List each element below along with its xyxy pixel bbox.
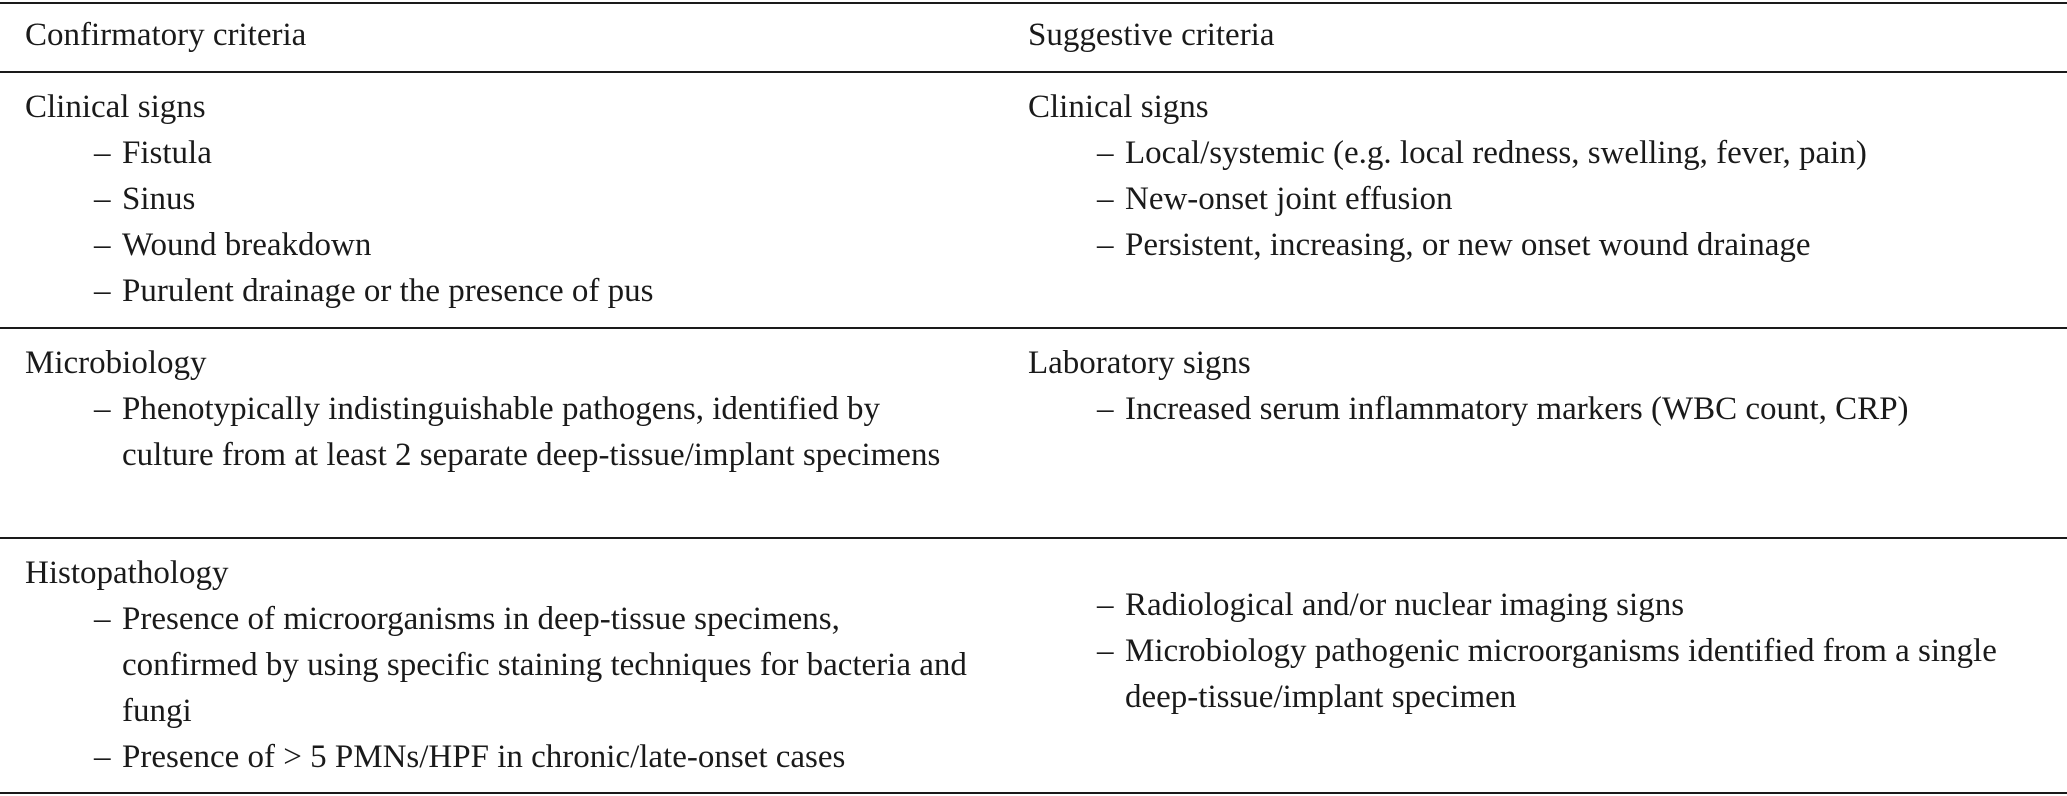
row-2-confirmatory-heading: Microbiology: [25, 345, 207, 381]
row-3-suggestive-cell: [1028, 582, 2048, 720]
list-item: – Local/systemic (e.g. local redness, swelling, fever, pain): [1097, 135, 1867, 171]
row-1-confirmatory-cell: [25, 84, 985, 314]
list-item: – Wound breakdown: [94, 227, 372, 263]
row-1-suggestive-cell: [1028, 84, 2048, 268]
list-item: – Microbiology pathogenic microorganisms identified from a single deep-tissue/implant specimen: [1097, 633, 1997, 715]
header-suggestive: Suggestive criteria: [1028, 17, 1275, 53]
row-divider-1: [0, 327, 2067, 329]
list-item: – Increased serum inflammatory markers (WBC count, CRP): [1097, 391, 1909, 427]
table-bottom-rule: [0, 792, 2067, 794]
list-item: – Presence of microorganisms in deep-tissue specimens, confirmed by using specific staining techniques for bacteria and fungi: [94, 601, 967, 729]
list-item: – New-onset joint effusion: [1097, 181, 1453, 217]
row-3-confirmatory-heading: Histopathology: [25, 555, 229, 591]
row-3-confirmatory-cell: [25, 550, 985, 780]
header-bottom-rule: [0, 71, 2067, 73]
table-top-rule: [0, 2, 2067, 4]
list-item: – Phenotypically indistinguishable pathogens, identified by culture from at least 2 separate deep-tissue/implant specimens: [94, 391, 941, 473]
list-item: – Persistent, increasing, or new onset wound drainage: [1097, 227, 1811, 263]
list-item: – Sinus: [94, 181, 196, 217]
list-item: – Purulent drainage or the presence of pus: [94, 273, 654, 309]
row-2-suggestive-heading: Laboratory signs: [1028, 345, 1251, 381]
row-1-confirmatory-heading: Clinical signs: [25, 89, 206, 125]
row-divider-2: [0, 537, 2067, 539]
list-item: – Fistula: [94, 135, 212, 171]
row-2-confirmatory-cell: [25, 340, 985, 478]
list-item: – Radiological and/or nuclear imaging signs: [1097, 587, 1685, 623]
row-2-suggestive-cell: [1028, 340, 2048, 432]
header-confirmatory: Confirmatory criteria: [25, 17, 307, 53]
list-item: – Presence of > 5 PMNs/HPF in chronic/late-onset cases: [94, 739, 846, 775]
row-1-suggestive-heading: Clinical signs: [1028, 89, 1209, 125]
